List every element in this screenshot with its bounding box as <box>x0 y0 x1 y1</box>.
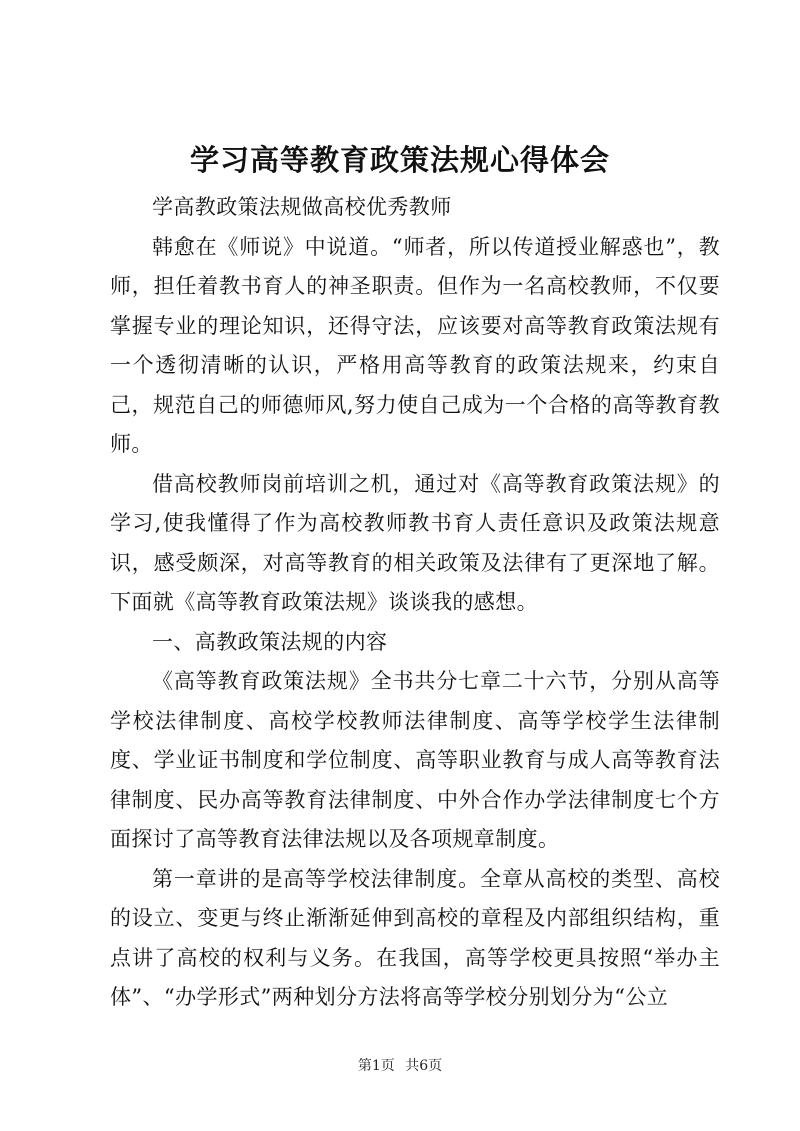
paragraph: 《高等教育政策法规》全书共分七章二十六节，分别从高等学校法律制度、高校学校教师法律制度、高等学校学生法律制度、学业证书制度和学位制度、高等职业教育与成人高等教育法律制度、民办高等教育法律制度、中外合作办学法律制度七个方面探讨了高等教育法律法规以及各项规章制度。 <box>110 669 720 851</box>
paragraph-subtitle: 学高教政策法规做高校优秀教师 <box>152 195 452 219</box>
document-body <box>110 188 720 1018</box>
paragraph: 借高校教师岗前培训之机，通过对《高等教育政策法规》的学习,使我懂得了作为高校教师教书育人责任意识及政策法规意识，感受颇深，对高等教育的相关政策及法律有了更深地了解。下面就《高等教育政策法规》谈谈我的感想。 <box>110 471 720 614</box>
page-total: 共6页 <box>405 1058 443 1074</box>
document-title: 学习高等教育政策法规心得体会 <box>189 143 610 177</box>
paragraph: 韩愈在《师说》中说道。“师者，所以传道授业解惑也”，教师，担任着教书育人的神圣职责。但作为一名高校教师，不仅要掌握专业的理论知识，还得守法，应该要对高等教育政策法规有一个透彻清晰的认识，严格用高等教育的政策法规来，约束自己，规范自己的师德师风,努力使自己成为一个合格的高等教育教师。 <box>110 234 720 456</box>
page-footer <box>0 1056 800 1076</box>
page-number: 第1页 <box>357 1058 395 1074</box>
section-heading: 一、高教政策法规的内容 <box>152 629 388 654</box>
paragraph: 第一章讲的是高等学校法律制度。全章从高校的类型、高校的设立、变更与终止渐渐延伸到高校的章程及内部组织结构，重点讲了高校的权利与义务。在我国，高等学校更具按照“举办主体”、“办学形式”两种划分方法将高等学校分别划分为“公立 <box>110 866 720 1009</box>
